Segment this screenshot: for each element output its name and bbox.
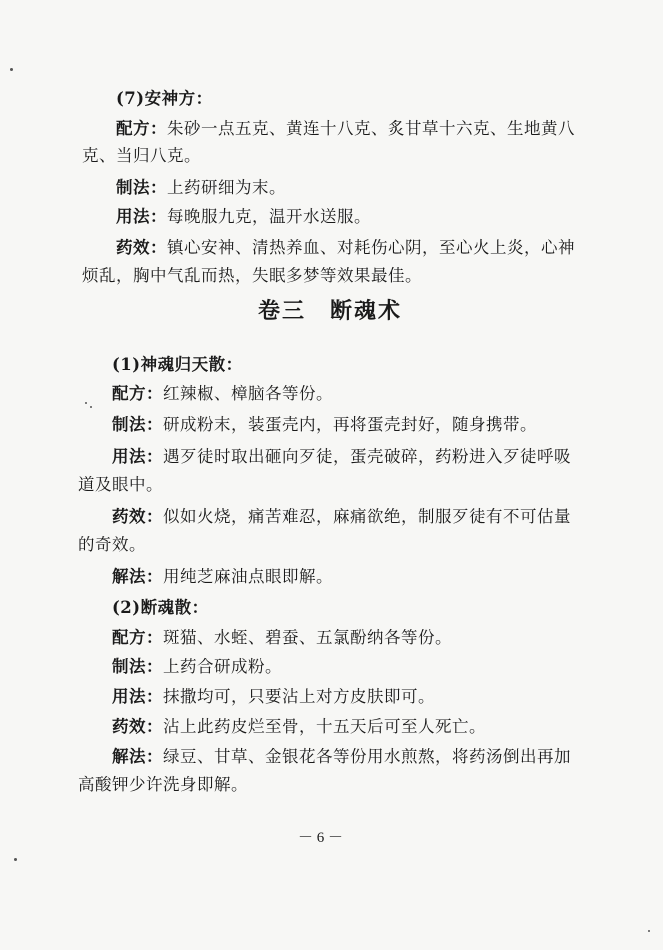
formula-text: 红辣椒、樟脑各等份。 (163, 384, 333, 403)
usage-label: 用法： (116, 207, 167, 226)
formula-label: 配方： (116, 119, 167, 138)
usage-continuation: 道及眼中。 (78, 475, 163, 494)
method-text: 上药研细为末。 (167, 178, 286, 197)
usage-line (112, 686, 435, 708)
section-title: (2)断魂散： (112, 598, 209, 617)
usage-line (112, 446, 571, 468)
antidote-text: 绿豆、甘草、金银花各等份用水煎熬，将药汤倒出再加 (163, 747, 571, 766)
effect-line (112, 506, 571, 528)
method-text: 上药合研成粉。 (163, 657, 282, 676)
formula-line (112, 627, 452, 649)
method-label: 制法： (112, 657, 163, 676)
formula-line (112, 383, 333, 405)
formula-line (116, 118, 575, 140)
effect-continuation: 的奇效。 (78, 535, 146, 554)
effect-line (112, 716, 486, 738)
scan-speck (14, 858, 17, 861)
method-label: 制法： (116, 178, 167, 197)
method-line (112, 656, 282, 678)
effect-label: 药效： (116, 238, 167, 257)
page-number: － 6 － (298, 830, 344, 846)
scan-speck (90, 406, 92, 408)
usage-label: 用法： (112, 687, 163, 706)
formula-text: 朱砂一点五克、黄连十八克、炙甘草十六克、生地黄八 (167, 119, 575, 138)
antidote-label: 解法： (112, 747, 163, 766)
scan-speck (85, 402, 87, 404)
usage-label: 用法： (112, 447, 163, 466)
antidote-line (112, 746, 571, 768)
formula-continuation: 克、当归八克。 (82, 146, 201, 165)
effect-text: 似如火烧，痛苦难忍，麻痛欲绝，制服歹徒有不可估量 (163, 507, 571, 526)
effect-continuation: 烦乱，胸中气乱而热，失眠多梦等效果最佳。 (82, 266, 422, 285)
formula-label: 配方： (112, 384, 163, 403)
usage-text: 抹撒均可，只要沾上对方皮肤即可。 (163, 687, 435, 706)
usage-line (116, 206, 371, 228)
effect-line (116, 237, 575, 259)
scan-speck (10, 68, 13, 71)
antidote-text: 用纯芝麻油点眼即解。 (163, 567, 333, 586)
antidote-line (112, 566, 333, 588)
method-line (112, 414, 537, 436)
formula-label: 配方： (112, 628, 163, 647)
method-label: 制法： (112, 415, 163, 434)
volume-heading: 卷三 断魂术 (258, 298, 403, 324)
usage-text: 遇歹徒时取出砸向歹徒，蛋壳破碎，药粉进入歹徒呼吸 (163, 447, 571, 466)
formula-text: 斑猫、水蛭、碧蚕、五氯酚纳各等份。 (163, 628, 452, 647)
antidote-label: 解法： (112, 567, 163, 586)
section-title: (1)神魂归天散： (112, 355, 243, 374)
method-line (116, 177, 286, 199)
effect-text: 镇心安神、清热养血、对耗伤心阴，至心火上炎，心神 (167, 238, 575, 257)
method-text: 研成粉末，装蛋壳内，再将蛋壳封好，随身携带。 (163, 415, 537, 434)
usage-text: 每晚服九克，温开水送服。 (167, 207, 371, 226)
effect-label: 药效： (112, 507, 163, 526)
effect-text: 沾上此药皮烂至骨，十五天后可至人死亡。 (163, 717, 486, 736)
scan-speck (648, 930, 650, 932)
antidote-continuation: 高酸钾少许洗身即解。 (78, 775, 248, 794)
effect-label: 药效： (112, 717, 163, 736)
section-title: (7)安神方： (116, 89, 213, 108)
